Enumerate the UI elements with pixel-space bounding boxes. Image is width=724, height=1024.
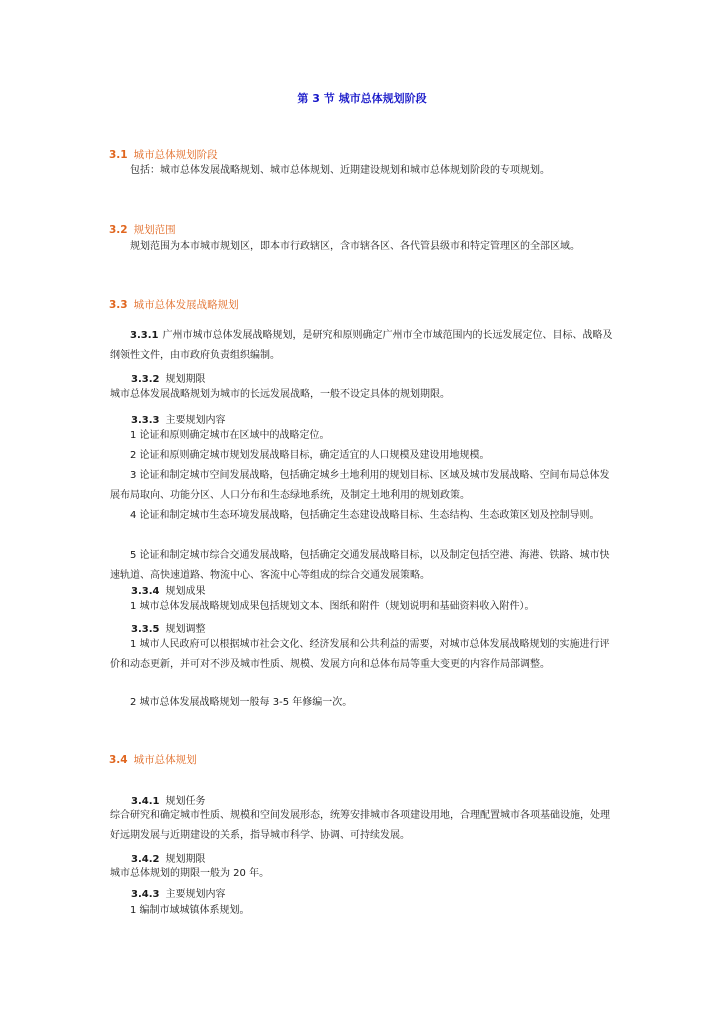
subsection-title: 主要规划内容 — [165, 889, 226, 900]
section-3-2-heading — [109, 222, 176, 237]
subsection-text: 广州市城市总体发展战略规划，是研究和原则确定广州市全市域范围内的长远发展定位、目标、战略及纲领性文件，由市政府负责组织编制。 — [110, 330, 613, 361]
section-title: 城市总体规划阶段 — [133, 149, 218, 161]
section-3-3-heading — [109, 297, 239, 312]
section-3-1-text: 包括：城市总体发展战略规划、城市总体规划、近期建设规划和城市总体规划阶段的专项规划。 — [130, 165, 550, 176]
subsection-number: 3.4.1 — [131, 796, 160, 807]
list-item: 2 城市总体发展战略规划一般每 3-5 年修编一次。 — [130, 697, 353, 708]
subsection-number: 3.4.2 — [131, 854, 160, 865]
page-title: 第 3 节 城市总体规划阶段 — [297, 92, 427, 105]
subsection-number: 3.3.3 — [131, 415, 160, 426]
section-title: 城市总体规划 — [133, 754, 197, 766]
section-title: 规划范围 — [133, 224, 176, 236]
section-number: 3.2 — [109, 224, 128, 236]
list-item: 5 论证和制定城市综合交通发展战略，包括确定交通发展战略目标，以及制定包括空港、海港、铁路、城市快速轨道、高快速道路、物流中心、客流中心等组成的综合交通发展策略。 — [110, 550, 610, 581]
section-number: 3.3 — [109, 299, 128, 311]
list-item: 1 城市人民政府可以根据城市社会文化、经济发展和公共利益的需要，对城市总体发展战略规划的实施进行评价和动态更新，并可对不涉及城市性质、规模、发展方向和总体布局等重大变更的内容作局部调整。 — [110, 639, 610, 670]
section-3-3-2-heading — [131, 370, 205, 385]
list-item: 1 城市总体发展战略规划成果包括规划文本、图纸和附件（规划说明和基础资料收入附件）。 — [130, 601, 535, 612]
subsection-number: 3.3.5 — [131, 624, 160, 635]
subsection-title: 规划任务 — [165, 796, 206, 807]
subsection-number: 3.3.2 — [131, 374, 160, 385]
section-3-1-heading — [109, 147, 218, 162]
section-3-4-1-heading — [131, 792, 205, 807]
section-3-4-heading — [109, 752, 197, 767]
subsection-title: 规划期限 — [165, 854, 206, 865]
list-item: 2 论证和原则确定城市规划发展战略目标，确定适宜的人口规模及建设用地规模。 — [130, 450, 490, 461]
section-3-4-3-heading — [131, 885, 225, 900]
subsection-title: 主要规划内容 — [165, 415, 226, 426]
section-3-3-2-text: 城市总体发展战略规划为城市的长远发展战略，一般不设定具体的规划期限。 — [110, 389, 450, 400]
section-number: 3.4 — [109, 754, 128, 766]
list-item: 4 论证和制定城市生态环境发展战略，包括确定生态建设战略目标、生态结构、生态政策区划及控制导则。 — [130, 510, 600, 521]
section-number: 3.1 — [109, 149, 128, 161]
section-3-2-text: 规划范围为本市城市规划区，即本市行政辖区，含市辖各区、各代管县级市和特定管理区的全部区域。 — [130, 241, 580, 252]
section-3-3-1-paragraph — [110, 326, 616, 366]
section-3-3-5-heading — [131, 620, 205, 635]
list-item: 1 论证和原则确定城市在区域中的战略定位。 — [130, 430, 330, 441]
subsection-title: 规划期限 — [165, 374, 206, 385]
section-title: 城市总体发展战略规划 — [133, 299, 239, 311]
subsection-number: 3.4.3 — [131, 889, 160, 900]
list-item: 1 编制市域城镇体系规划。 — [130, 905, 250, 916]
section-3-4-1-text: 综合研究和确定城市性质、规模和空间发展形态，统筹安排城市各项建设用地，合理配置城市各项基础设施，处理好远期发展与近期建设的关系，指导城市科学、协调、可持续发展。 — [110, 810, 610, 841]
subsection-number: 3.3.1 — [130, 330, 159, 341]
subsection-number: 3.3.4 — [131, 586, 160, 597]
subsection-title: 规划成果 — [165, 586, 206, 597]
section-3-4-2-text: 城市总体规划的期限一般为 20 年。 — [110, 868, 270, 879]
section-3-3-4-heading — [131, 582, 205, 597]
subsection-title: 规划调整 — [165, 624, 206, 635]
section-3-3-3-heading — [131, 411, 225, 426]
list-item: 3 论证和制定城市空间发展战略，包括确定城乡土地利用的规划目标、区域及城市发展战略、空间布局总体发展布局取向、功能分区、人口分布和生态绿地系统，及制定土地利用的规划政策。 — [110, 470, 610, 501]
section-3-4-2-heading — [131, 850, 205, 865]
